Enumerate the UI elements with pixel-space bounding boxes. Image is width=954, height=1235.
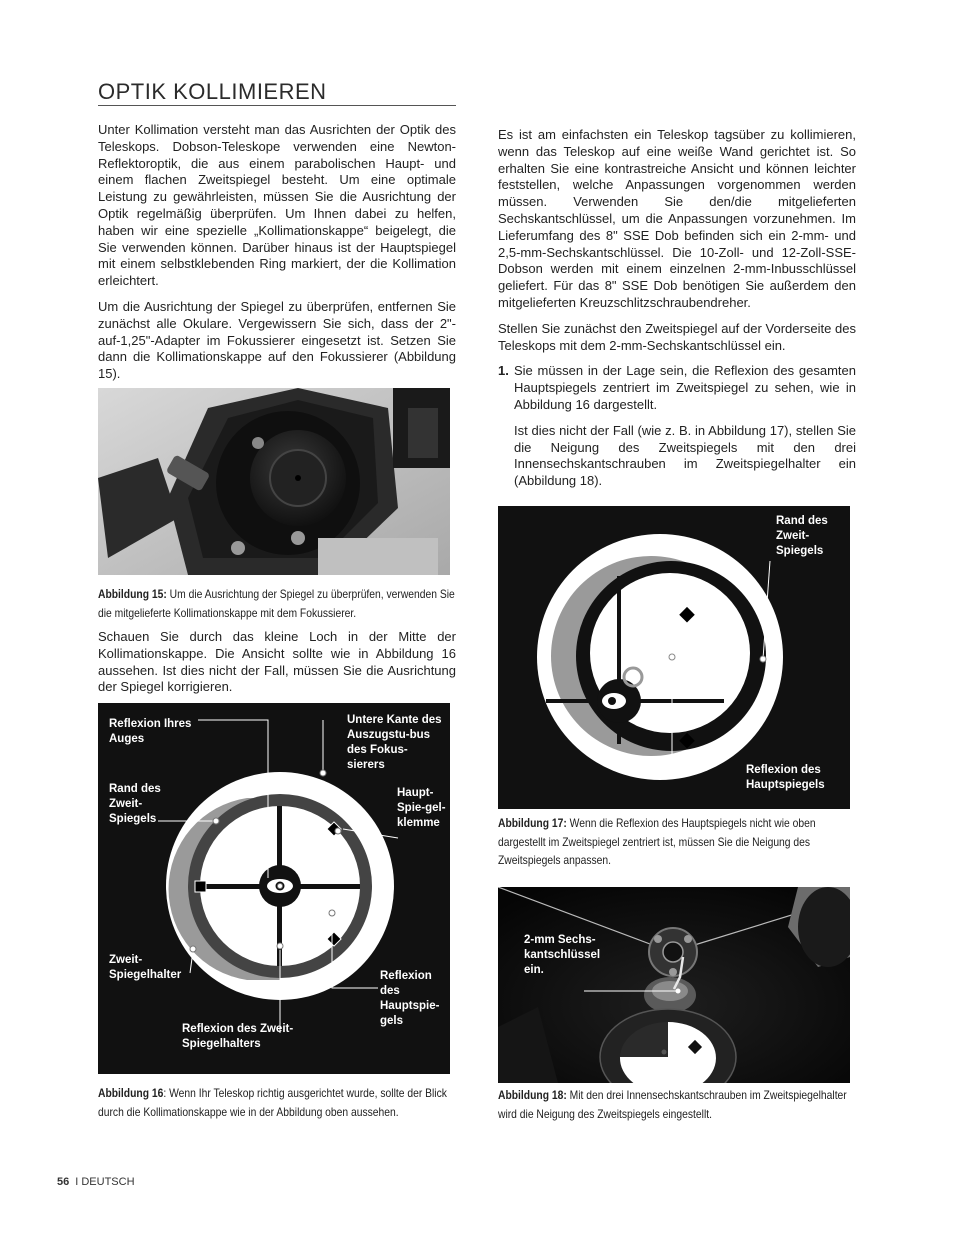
caption-label: Abbildung 17: [498, 816, 567, 830]
figure-16-diagram [98, 703, 450, 1074]
paragraph: Es ist am einfachsten ein Teleskop tagsüber zu kollimieren, wenn das Teleskop auf eine weiße Wand gerichtet ist. So erhalten Sie eine kontrastreiche Ansicht und können leichter feststellen, welche Anpassungen vorgenommen werden müssen. Verwenden Sie den/die mitgelieferten Sechskantschlüssel, um die Anpassungen vorzunehmen. Im Lieferumfang des 8" SSE Dob befinden sich ein 2-mm- und 2,5-mm-Sechskantschlüssel. Die 10-Zoll- und 12-Zoll-SSE-Dobson werden mit einem einzelnen 2-mm-Inbusschlüssel geliefert. Für das 8" SSE Dob benötigen Sie außerdem den mitgelieferten Kreuzschlitzschraubendreher. [498, 127, 856, 310]
label-secondary-edge: Rand des Zweit-Spiegels [776, 515, 828, 557]
label-holder-reflection: Reflexion des Zweit-Spiegelhalters [182, 1023, 294, 1050]
left-column-mid [98, 629, 456, 705]
page-footer [57, 1176, 135, 1188]
caption-text: Um die Ausrichtung der Spiegel zu überprüfen, verwenden Sie die mitgelieferte Kollimationskappe mit dem Fokussierer. [98, 587, 455, 620]
label-primary-clip: Haupt-Spie-gel-klemme [397, 787, 446, 829]
figure-17-caption [498, 814, 856, 870]
figure-17-diagram [498, 506, 850, 809]
item-subtext: Ist dies nicht der Fall (wie z. B. in Abbildung 17), stellen Sie die Neigung des Zweitspiegels mit den drei Innensechskantschrauben im Zweitspiegelhalter ein (Abbildung 18). [514, 422, 856, 489]
figure-15-caption [98, 585, 456, 622]
figure-16-caption [98, 1084, 456, 1121]
left-column-intro [98, 122, 456, 392]
item-text: Sie müssen in der Lage sein, die Reflexion des gesamten Hauptspiegels zentriert im Zweitspiegel zu sehen, wie in Abbildung 16 dargestellt. [514, 363, 856, 412]
caption-text: Wenn die Reflexion des Hauptspiegels nicht wie oben dargestellt im Zweitspiegel zentriert ist, müssen Sie die Neigung des Zweitspiegels anpassen. [498, 816, 816, 867]
paragraph: Stellen Sie zunächst den Zweitspiegel auf der Vorderseite des Teleskops mit dem 2-mm-Sechskantschlüssel ein. [498, 320, 856, 353]
paragraph: Schauen Sie durch das kleine Loch in der Mitte der Kollimationskappe. Die Ansicht sollte wie in Abbildung 16 aussehen. Ist dies nicht der Fall, müssen Sie die Ausrichtung der Spiegel korrigieren. [98, 629, 456, 695]
figure-15-photo [98, 388, 450, 575]
caption-text: Mit den drei Innensechskantschrauben im Zweitspiegelhalter wird die Neigung des Zweitspiegels eingestellt. [498, 1088, 847, 1121]
caption-label: Abbildung 18: [498, 1088, 567, 1102]
page-number: 56 [57, 1176, 70, 1188]
label-secondary-edge: Rand des Zweit-Spiegels [109, 783, 161, 825]
page-title: OPTIK KOLLIMIEREN [98, 80, 456, 106]
paragraph: Unter Kollimation versteht man das Ausrichten der Optik des Teleskops. Dobson-Teleskope verwenden eine Newton-Reflektoroptik, die aus einem parabolischen Haupt- und einem flachen Zweitspiegel besteht. Um eine optimale Leistung zu gewährleisten, müssen Sie die Ausrichtung der Optik regelmäßig überprüfen. Um Ihnen dabei zu helfen, haben wir eine spezielle „Kollimationskappe“ beigelegt, die Sie verwenden können. Darüber hinaus ist der Hauptspiegel mit einem selbstklebenden Ring markiert, der die Kollimation erleichtert. [98, 122, 456, 289]
label-hex-key: 2-mm Sechs-kantschlüssel ein. [524, 934, 601, 976]
label-primary-reflection: Reflexion des Hauptspie-gels [380, 970, 440, 1027]
numbered-item-1 [498, 363, 856, 413]
right-column-text [498, 127, 856, 499]
label-drawtube-edge: Untere Kante des Auszugstu-bus des Fokus-sierers [347, 714, 442, 771]
figure-18-photo [498, 887, 850, 1083]
item-number: 1. [498, 363, 509, 379]
caption-text: : Wenn Ihr Teleskop richtig ausgerichtet wurde, sollte der Blick durch die Kollimationskappe wie in der Abbildung oben aussehen. [98, 1086, 447, 1119]
label-secondary-holder: Zweit-Spiegelhalter [109, 954, 182, 981]
caption-label: Abbildung 16 [98, 1086, 164, 1100]
caption-label: Abbildung 15: [98, 587, 167, 601]
paragraph: Um die Ausrichtung der Spiegel zu überprüfen, entfernen Sie zunächst alle Okulare. Vergewissern Sie sich, dass der 2"-auf-1,25"-Adapter im Fokussierer eingesetzt ist. Setzen Sie dann die Kollimationskappe auf den Fokussierer (Abbildung 15). [98, 298, 456, 382]
figure-18-caption [498, 1086, 856, 1123]
footer-section-label: I DEUTSCH [75, 1176, 135, 1188]
label-primary-reflection: Reflexion des Hauptspiegels [746, 764, 825, 791]
label-eye-reflection: Reflexion Ihres Auges [109, 718, 192, 745]
